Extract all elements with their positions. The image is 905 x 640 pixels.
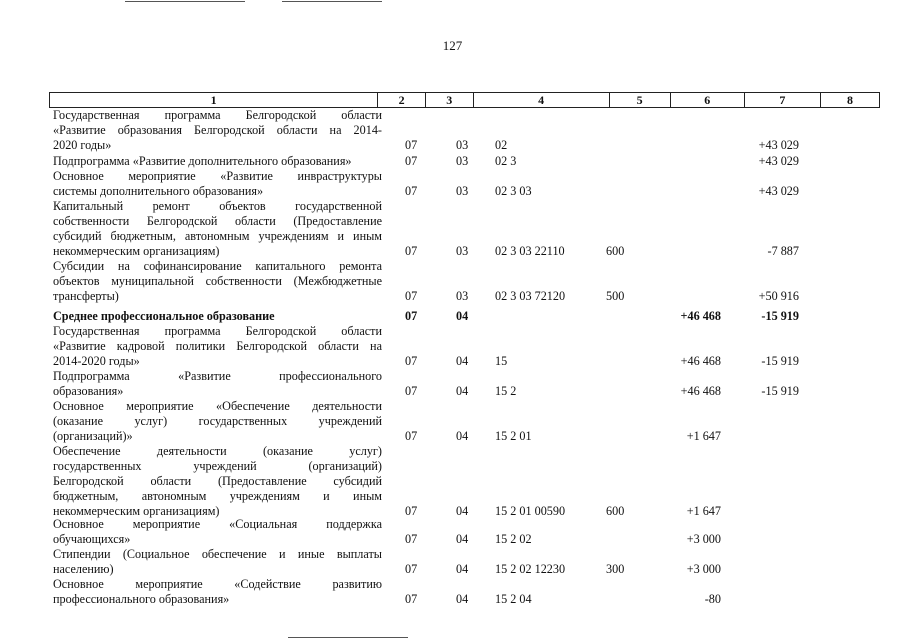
row-description bbox=[53, 259, 382, 304]
description-line: государственных учреждений (организаций) bbox=[53, 459, 382, 473]
section-code: 07 bbox=[405, 138, 418, 152]
subsection-code: 04 bbox=[456, 429, 469, 443]
page-number: 127 bbox=[442, 38, 463, 53]
subsection-code: 03 bbox=[456, 244, 469, 258]
description-line: Обеспечение деятельности (оказание услуг) bbox=[53, 444, 382, 458]
description-line: Стипендии (Социальное обеспечение и иные выплаты bbox=[53, 547, 382, 561]
subsection-code: 03 bbox=[456, 184, 469, 198]
description-line: Основное мероприятие «Социальная поддержка bbox=[53, 517, 382, 531]
description-line: бюджетным, автономным учреждениям и иным bbox=[53, 489, 382, 503]
row-description bbox=[53, 169, 382, 199]
amount-col7: -15 919 bbox=[761, 384, 799, 398]
description-line: Государственная программа Белгородской области bbox=[53, 108, 382, 122]
subsection-code: 04 bbox=[456, 384, 469, 398]
description-line: «Развитие образования Белгородской области на 2014- bbox=[53, 123, 382, 137]
description-line: Субсидии на софинансирование капитального ремонта bbox=[53, 259, 382, 273]
row-description bbox=[53, 369, 382, 399]
description-line: (оказание услуг) государственных учреждений bbox=[53, 414, 382, 428]
amount-col6: +1 647 bbox=[686, 429, 721, 443]
target-item-code: 15 2 02 12230 bbox=[495, 562, 566, 576]
row-description bbox=[53, 444, 382, 519]
amount-col7: +43 029 bbox=[758, 184, 799, 198]
description-line: населению) bbox=[53, 562, 114, 576]
amount-col6: +46 468 bbox=[680, 354, 721, 368]
target-item-code: 02 3 03 72120 bbox=[495, 289, 566, 303]
description-line: Подпрограмма «Развитие дополнительного образования» bbox=[53, 154, 352, 168]
description-line: трансферты) bbox=[53, 289, 119, 303]
description-line: «Развитие кадровой политики Белгородской области на bbox=[53, 339, 382, 353]
row-description bbox=[53, 517, 382, 547]
amount-col7: -15 919 bbox=[761, 354, 799, 368]
target-item-code: 15 2 bbox=[495, 384, 517, 398]
section-code: 07 bbox=[405, 184, 418, 198]
row-description bbox=[53, 108, 382, 153]
section-code: 07 bbox=[405, 504, 418, 518]
description-line: некоммерческим организациям) bbox=[53, 504, 220, 518]
target-item-code: 15 2 04 bbox=[495, 592, 532, 606]
description-line: Капитальный ремонт объектов государственной bbox=[53, 199, 382, 213]
header-col-6: 6 bbox=[670, 93, 744, 107]
amount-col6: +46 468 bbox=[680, 309, 721, 323]
description-line: 2014-2020 годы» bbox=[53, 354, 140, 368]
header-col-7: 7 bbox=[744, 93, 820, 107]
subsection-code: 03 bbox=[456, 138, 469, 152]
row-description bbox=[53, 199, 382, 259]
row-description bbox=[53, 154, 382, 169]
amount-col6: +46 468 bbox=[680, 384, 721, 398]
target-item-code: 02 3 03 22110 bbox=[495, 244, 565, 258]
subsection-code: 04 bbox=[456, 592, 469, 606]
row-description bbox=[53, 399, 382, 444]
section-code: 07 bbox=[405, 384, 418, 398]
target-item-code: 02 3 03 bbox=[495, 184, 532, 198]
subsection-code: 04 bbox=[456, 354, 469, 368]
subsection-code: 04 bbox=[456, 532, 469, 546]
description-line: обучающихся» bbox=[53, 532, 131, 546]
target-item-code: 02 bbox=[495, 138, 508, 152]
description-line: Среднее профессиональное образование bbox=[53, 309, 275, 323]
description-line: объектов муниципальной собственности (Межбюджетные bbox=[53, 274, 382, 288]
description-line: Государственная программа Белгородской области bbox=[53, 324, 382, 338]
amount-col7: +50 916 bbox=[758, 289, 799, 303]
section-code: 07 bbox=[405, 592, 418, 606]
description-line: 2020 годы» bbox=[53, 138, 112, 152]
description-line: системы дополнительного образования» bbox=[53, 184, 264, 198]
amount-col6: +1 647 bbox=[686, 504, 721, 518]
description-line: профессионального образования» bbox=[53, 592, 230, 606]
amount-col6: +3 000 bbox=[686, 532, 721, 546]
subsection-code: 04 bbox=[456, 504, 469, 518]
subsection-code: 04 bbox=[456, 562, 469, 576]
description-line: (организаций)» bbox=[53, 429, 133, 443]
expense-type-code: 300 bbox=[606, 562, 625, 576]
amount-col7: -7 887 bbox=[767, 244, 799, 258]
section-code: 07 bbox=[405, 154, 418, 168]
description-line: Основное мероприятие «Содействие развитию bbox=[53, 577, 382, 591]
description-line: собственности Белгородской области (Предоставление bbox=[53, 214, 382, 228]
row-description bbox=[53, 309, 382, 324]
section-code: 07 bbox=[405, 309, 418, 323]
section-code: 07 bbox=[405, 289, 418, 303]
header-col-5: 5 bbox=[609, 93, 670, 107]
expense-type-code: 600 bbox=[606, 504, 625, 518]
table-header bbox=[49, 92, 880, 108]
description-line: Основное мероприятие «Развитие инвраструктуры bbox=[53, 169, 382, 183]
expense-type-code: 600 bbox=[606, 244, 625, 258]
description-line: Подпрограмма «Развитие профессионального bbox=[53, 369, 382, 383]
target-item-code: 15 bbox=[495, 354, 508, 368]
amount-col7: +43 029 bbox=[758, 138, 799, 152]
header-col-4: 4 bbox=[473, 93, 609, 107]
target-item-code: 15 2 01 bbox=[495, 429, 532, 443]
header-col-3: 3 bbox=[425, 93, 473, 107]
description-line: некоммерческим организациям) bbox=[53, 244, 220, 258]
description-line: образования» bbox=[53, 384, 124, 398]
subsection-code: 03 bbox=[456, 289, 469, 303]
subsection-code: 04 bbox=[456, 309, 469, 323]
description-line: Основное мероприятие «Обеспечение деятельности bbox=[53, 399, 382, 413]
amount-col6: -80 bbox=[704, 592, 721, 606]
description-line: субсидий бюджетным, автономным учреждениям и иным bbox=[53, 229, 382, 243]
expense-type-code: 500 bbox=[606, 289, 625, 303]
section-code: 07 bbox=[405, 532, 418, 546]
amount-col7: +43 029 bbox=[758, 154, 799, 168]
header-col-2: 2 bbox=[377, 93, 425, 107]
row-description bbox=[53, 324, 382, 369]
target-item-code: 02 3 bbox=[495, 154, 517, 168]
section-code: 07 bbox=[405, 354, 418, 368]
section-code: 07 bbox=[405, 244, 418, 258]
target-item-code: 15 2 02 bbox=[495, 532, 532, 546]
row-description bbox=[53, 547, 382, 577]
section-code: 07 bbox=[405, 562, 418, 576]
amount-col6: +3 000 bbox=[686, 562, 721, 576]
amount-col7: -15 919 bbox=[761, 309, 799, 323]
target-item-code: 15 2 01 00590 bbox=[495, 504, 566, 518]
section-code: 07 bbox=[405, 429, 418, 443]
subsection-code: 03 bbox=[456, 154, 469, 168]
header-col-8: 8 bbox=[820, 93, 879, 107]
header-col-1: 1 bbox=[210, 93, 217, 107]
row-description bbox=[53, 577, 382, 607]
description-line: Белгородской области (Предоставление субсидий bbox=[53, 474, 382, 488]
